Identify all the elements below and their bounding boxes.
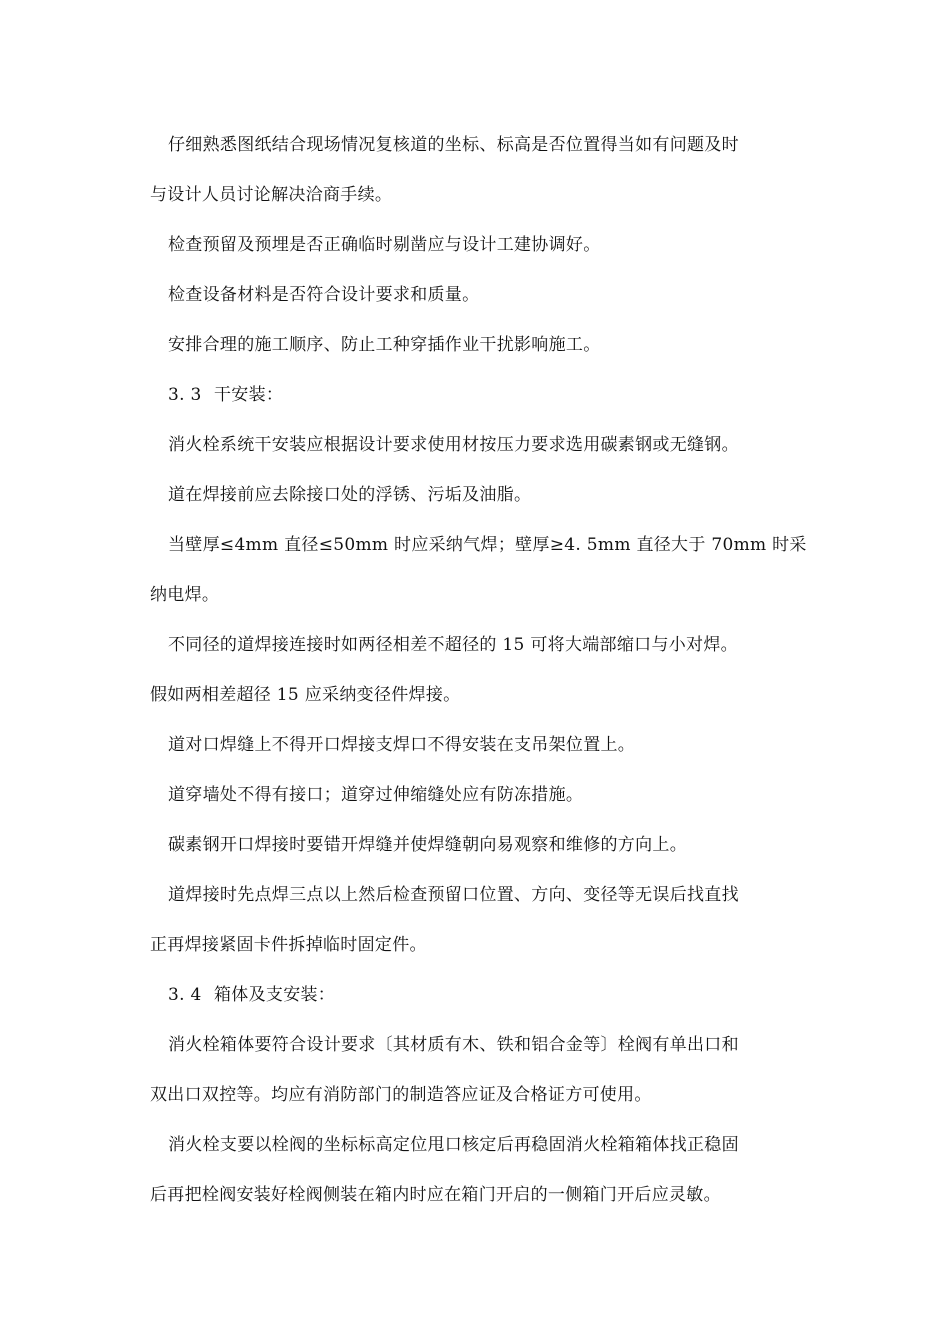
paragraph-line: 后再把栓阀安装好栓阀侧装在箱内时应在箱门开启的一侧箱门开后应灵敏。 xyxy=(150,1185,721,1205)
paragraph-line: 安排合理的施工顺序、防止工种穿插作业干扰影响施工。 xyxy=(168,335,601,355)
section-heading xyxy=(168,983,335,1007)
paragraph-line: 当壁厚≤4mm 直径≤50mm 时应采纳气焊；壁厚≥4. 5mm 直径大于 70mm 时采 xyxy=(168,535,807,555)
section-heading xyxy=(168,383,283,407)
paragraph-line: 道焊接时先点焊三点以上然后检查预留口位置、方向、变径等无误后找直找 xyxy=(168,885,739,905)
paragraph-line: 不同径的道焊接连接时如两径相差不超径的 15 可将大端部缩口与小对焊。 xyxy=(168,635,738,655)
paragraph-line: 道在焊接前应去除接口处的浮锈、污垢及油脂。 xyxy=(168,485,532,505)
section-title: 干安装： xyxy=(214,385,284,405)
paragraph-line: 纳电焊。 xyxy=(150,585,220,605)
paragraph-line: 假如两相差超径 15 应采纳变径件焊接。 xyxy=(150,685,461,705)
section-number: 3. 3 xyxy=(168,385,202,405)
paragraph-line: 仔细熟悉图纸结合现场情况复核道的坐标、标高是否位置得当如有问题及时 xyxy=(168,135,739,155)
paragraph-line: 消火栓箱体要符合设计要求〔其材质有木、铁和铝合金等〕栓阀有单出口和 xyxy=(168,1035,739,1055)
paragraph-line: 消火栓系统干安装应根据设计要求使用材按压力要求选用碳素钢或无缝钢。 xyxy=(168,435,739,455)
paragraph-line: 正再焊接紧固卡件拆掉临时固定件。 xyxy=(150,935,427,955)
section-title: 箱体及支安装： xyxy=(214,985,336,1005)
paragraph-line: 道穿墙处不得有接口；道穿过伸缩缝处应有防冻措施。 xyxy=(168,785,584,805)
section-number: 3. 4 xyxy=(168,985,202,1005)
paragraph-line: 与设计人员讨论解决洽商手续。 xyxy=(150,185,393,205)
paragraph-line: 双出口双控等。均应有消防部门的制造答应证及合格证方可使用。 xyxy=(150,1085,652,1105)
paragraph-line: 碳素钢开口焊接时要错开焊缝并使焊缝朝向易观察和维修的方向上。 xyxy=(168,835,687,855)
paragraph-line: 检查设备材料是否符合设计要求和质量。 xyxy=(168,285,480,305)
paragraph-line: 检查预留及预埋是否正确临时剔凿应与设计工建协调好。 xyxy=(168,235,601,255)
paragraph-line: 道对口焊缝上不得开口焊接支焊口不得安装在支吊架位置上。 xyxy=(168,735,636,755)
paragraph-line: 消火栓支要以栓阀的坐标标高定位甩口核定后再稳固消火栓箱箱体找正稳固 xyxy=(168,1135,739,1155)
